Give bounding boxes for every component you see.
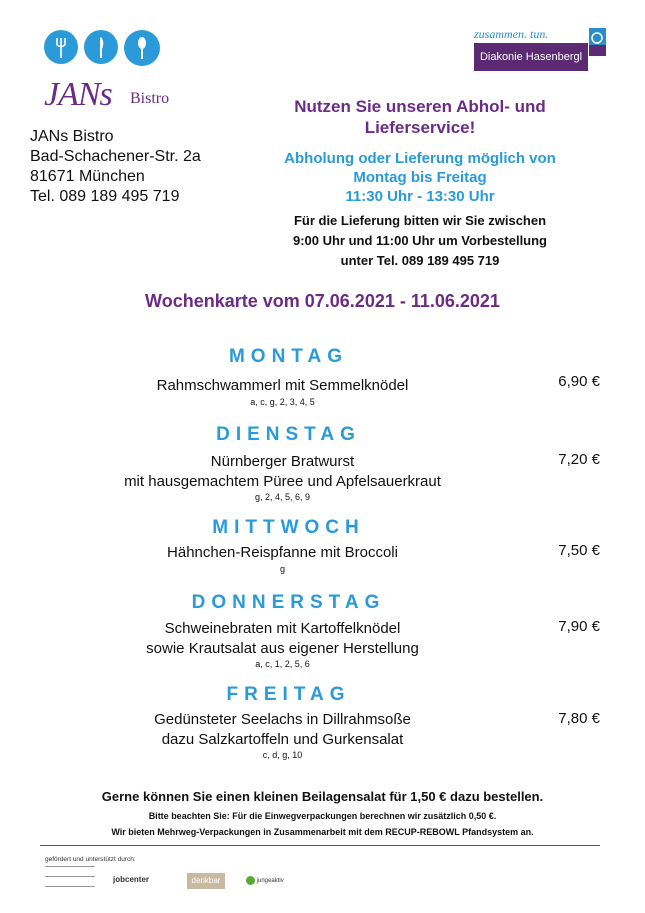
service-note [250,211,590,271]
dish-line: Nürnberger Bratwurst [210,453,355,470]
address-phone: Tel. 089 189 495 719 [30,188,180,205]
service-line-3: 11:30 Uhr - 13:30 Uhr [345,188,495,205]
sponsor-heading: gefördert und unterstützt durch: [45,856,136,863]
knife-icon [84,30,118,64]
sponsor-label: denkbar [191,876,221,885]
sponsor-denkbar [187,873,225,889]
dish-line: Schweinebraten mit Kartoffelknödel [164,620,401,637]
service-headline [250,96,590,138]
dish-line: dazu Salzkartoffeln und Gurkensalat [161,731,404,748]
dish-line: Hähnchen-Reispfanne mit Broccoli [167,544,398,561]
allergens-tuesday: g, 2, 4, 5, 6, 9 [254,492,311,502]
dish-line: mit hausgemachtem Püree und Apfelsauerkraut [124,473,441,490]
dish-wednesday [0,543,565,563]
address-name: JANs Bistro [30,128,114,145]
day-heading-friday: FREITAG [226,684,351,705]
service-note-1: Für die Lieferung bitten wir Sie zwischen [293,213,547,228]
price-tuesday: 7,20 € [558,451,600,468]
fork-icon [44,30,78,64]
day-heading-wednesday: MITTWOCH [212,517,365,538]
service-line-2: Montag bis Freitag [353,169,487,186]
day-heading-monday: MONTAG [228,346,349,367]
week-title: Wochenkarte vom 07.06.2021 - 11.06.2021 [145,291,500,311]
partner-tagline: zusammen. tun. [474,27,549,41]
address-city: 81671 München [30,168,145,185]
allergens-friday: c, d, g, 10 [262,750,303,760]
dish-line: sowie Krautsalat aus eigener Herstellung [146,640,419,657]
service-headline-2: Lieferservice! [364,118,476,137]
sponsor-jobcenter [113,875,149,884]
service-note-2: 9:00 Uhr und 11:00 Uhr um Vorbestellung [292,233,548,248]
sponsor-logo-stack [45,866,95,892]
logo-name: JANs [44,76,112,113]
sponsor-label: jobcenter [113,875,150,884]
allergens-monday: a, c, g, 2, 3, 4, 5 [250,397,315,407]
address-block [30,127,201,207]
partner-name: Diakonie Hasenbergl [474,43,588,71]
leaf-icon [246,876,255,885]
sponsor-jungeaktiv [246,876,284,885]
address-street: Bad-Schachener-Str. 2a [30,148,201,165]
price-thursday: 7,90 € [558,618,600,635]
dish-line: Gedünsteter Seelachs in Dillrahmsoße [154,711,411,728]
day-heading-tuesday: DIENSTAG [216,424,361,445]
day-heading-thursday: DONNERSTAG [191,592,386,613]
service-hours [250,149,590,206]
price-wednesday: 7,50 € [558,542,600,559]
service-line-1: Abholung oder Lieferung möglich von [284,150,556,167]
recup-note: Wir bieten Mehrweg-Verpackungen in Zusammenarbeit mit dem RECUP-REBOWL Pfandsystem an. [111,827,534,837]
logo-sub: Bistro [130,90,170,107]
dish-friday [0,710,565,750]
partner-mark-icon [589,28,606,56]
dish-tuesday [0,452,565,492]
allergens-thursday: a, c, 1, 2, 5, 6 [255,659,310,669]
dish-monday [0,376,565,396]
dish-line: Rahmschwammerl mit Semmelknödel [156,377,409,394]
footer-divider [40,845,600,846]
dish-thursday [0,619,565,659]
price-friday: 7,80 € [558,710,600,727]
salad-note: Gerne können Sie einen kleinen Beilagensalat für 1,50 € dazu bestellen. [101,789,544,804]
service-note-3: unter Tel. 089 189 495 719 [340,253,500,268]
sponsor-label: jungeaktiv [256,878,284,885]
packaging-note: Bitte beachten Sie: Für die Einwegverpackungen berechnen wir zusätzlich 0,50 €. [148,811,497,821]
price-monday: 6,90 € [558,373,600,390]
allergens-wednesday: g [279,564,285,574]
knife-icon [124,30,160,66]
service-headline-1: Nutzen Sie unseren Abhol- und [294,97,546,116]
